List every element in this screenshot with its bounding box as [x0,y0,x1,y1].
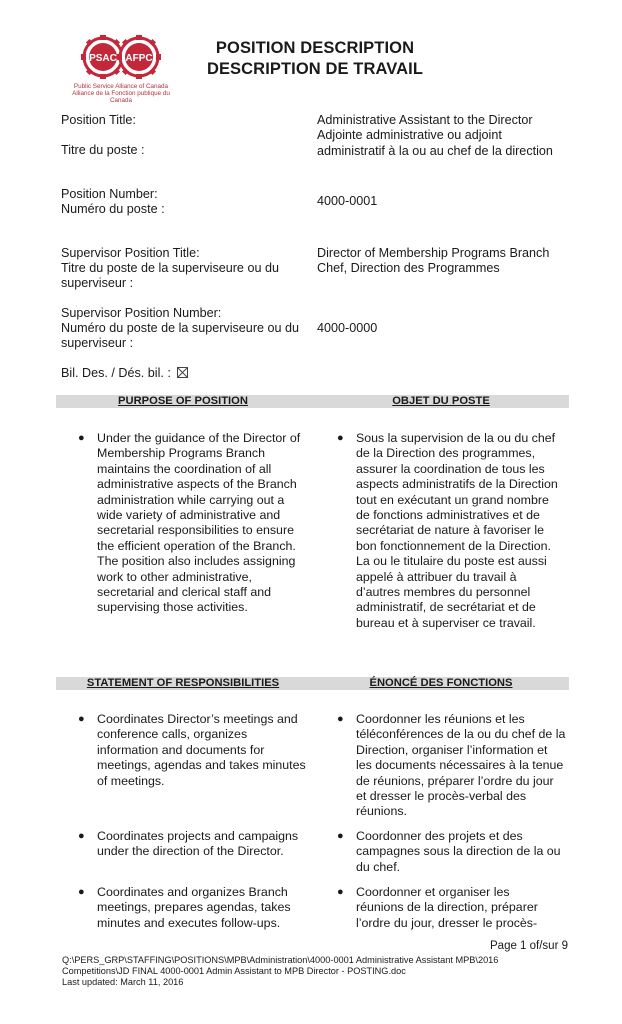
responsibility-item-1-en [78,712,309,789]
bilingual-checkbox[interactable] [177,367,188,378]
bullet-icon: ● [78,886,85,898]
file-path-line-1: Q:\PERS_GRP\STAFFING\POSITIONS\MPB\Administration\4000-0001 Administrative Assistant MPB\2016 [62,955,499,965]
responsibility-text-fr: Coordonner des projets et des campagnes sous la direction de la ou du chef. [356,829,561,874]
supervisor-number-value: 4000-0000 [317,321,378,335]
logo-badges [62,34,180,84]
supervisor-title-label-en: Supervisor Position Title: [61,246,200,260]
psac-badge-text: PSAC [89,53,117,64]
bullet-icon: ● [337,830,344,842]
purpose-text-fr: Sous la supervision de la ou du chef de la Direction des programmes, assurer la coordination de tous les aspects administratifs de la Direction tout en exécutant un grand nombre de fonctions administratives et de secrétariat de nature à favoriser le bon fonctionnement de la Direction. La ou le titulaire du poste est aussi appelé à attribuer du travail à d’autres membres du personnel administratif, de secrétariat et de bureau et à superviser ce travail. [356,431,558,630]
heading-en: POSITION DESCRIPTION [215,39,415,57]
bilingual-label: Bil. Des. / Dés. bil. : [61,366,171,380]
responsibility-item-1-fr [337,712,566,820]
purpose-head-fr: OBJET DU POSTE [392,395,490,407]
responsibility-text-en: Coordinates Director’s meetings and conference calls, organizes information and documents for meetings, agendas and takes minutes of meetings. [97,712,306,788]
supervisor-title-value: Director of Membership Programs Branch Chef, Direction des Programmes [317,246,550,276]
responsibilities-head-fr: ÉNONCÉ DES FONCTIONS [369,677,513,689]
bullet-icon: ● [337,432,344,444]
purpose-item-en [78,431,310,616]
purpose-text-en: Under the guidance of the Director of Membership Programs Branch maintains the coordination of all administrative aspects of the Branch administration while carrying out a wide variety of administrative and secretarial responsibilities to ensure the efficient operation of the Branch. The position also includes assigning work to other administrative, secretarial and clerical staff and supervising those activities. [97,431,301,615]
purpose-bar [56,395,569,408]
last-updated: Last updated: March 11, 2016 [62,977,184,987]
responsibility-text-en: Coordinates and organizes Branch meetings, prepares agendas, takes minutes and executes follow-ups. [97,885,291,930]
logo-caption-fr: Alliance de la Fonction publique du Canada [72,90,170,104]
bullet-icon: ● [337,713,344,725]
responsibility-item-2-en [78,829,305,860]
page-number: Page 1 of/sur 9 [490,940,568,952]
bilingual-row [61,366,311,381]
responsibilities-head-en: STATEMENT OF RESPONSIBILITIES [86,677,280,689]
position-number-label-fr: Numéro du poste : [61,202,165,216]
position-title-label-en: Position Title: [61,113,136,127]
bullet-icon: ● [78,830,85,842]
checkbox-x-icon [178,368,187,377]
bullet-icon: ● [78,432,85,444]
logo-caption-en: Public Service Alliance of Canada [73,83,169,90]
position-title-value: Administrative Assistant to the Director Adjointe administrative ou adjoint administratif à la ou au chef de la direction [317,113,553,158]
supervisor-number-label-en: Supervisor Position Number: [61,306,222,320]
file-path-line-2: Competitions\JD FINAL 4000-0001 Admin Assistant to MPB Director - POSTING.doc [62,966,406,976]
position-number-value: 4000-0001 [317,194,378,208]
logo-caption [62,83,180,104]
afpc-badge [117,35,161,79]
responsibility-item-3-en [78,885,312,931]
responsibility-text-fr: Coordonner les réunions et les téléconférences de la ou du chef de la Direction, organiser l’information et les documents nécessaires à la tenue de réunions, préparer l’ordre du jour et dresser le procès-verbal des réunions. [356,712,566,819]
heading-fr: DESCRIPTION DE TRAVAIL [206,60,424,78]
bullet-icon: ● [78,713,85,725]
afpc-badge-text: AFPC [125,53,153,64]
responsibility-item-2-fr [337,829,566,875]
supervisor-number-label-fr: Numéro du poste de la superviseure ou du superviseur : [61,321,300,351]
purpose-item-fr [337,431,562,631]
responsibility-item-3-fr [337,885,556,931]
supervisor-title-label-fr: Titre du poste de la superviseure ou du superviseur : [61,261,279,291]
responsibility-text-en: Coordinates projects and campaigns under the direction of the Director. [97,829,299,859]
responsibilities-bar [56,677,569,690]
bullet-icon: ● [337,886,344,898]
position-number-label-en: Position Number: [61,187,158,201]
position-title-label-fr: Titre du poste : [61,143,145,157]
responsibility-text-fr: Coordonner et organiser les réunions de la direction, préparer l’ordre du jour, dresser le procès- [356,885,538,930]
purpose-head-en: PURPOSE OF POSITION [118,395,248,407]
